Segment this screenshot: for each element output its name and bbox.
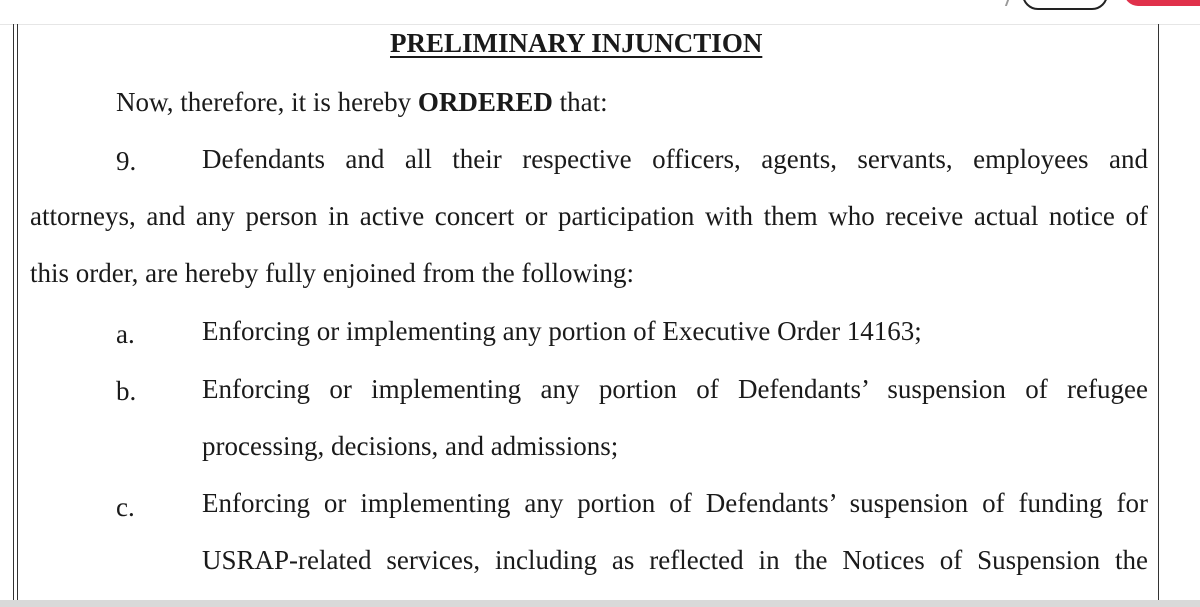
paragraph-line: this order, are hereby fully enjoined from the following: xyxy=(30,258,634,288)
intro-text-end: that: xyxy=(552,87,608,117)
paragraph-number: 9. xyxy=(116,146,137,176)
list-item-line: Enforcing or implementing any portion of Defendants’ suspension of refugee xyxy=(202,374,1148,404)
left-margin-rule-inner xyxy=(17,24,18,607)
section-heading: PRELIMINARY INJUNCTION xyxy=(390,28,763,58)
right-margin-rule xyxy=(1158,24,1159,607)
app-toolbar-strip xyxy=(0,0,1200,25)
toolbar-button[interactable] xyxy=(1022,0,1108,10)
list-marker: b. xyxy=(116,376,137,406)
intro-sentence xyxy=(116,89,608,116)
list-marker: a. xyxy=(116,319,135,349)
list-item-line: Enforcing or implementing any portion of Executive Order 14163; xyxy=(202,316,922,346)
toolbar-separator-icon xyxy=(999,0,1009,6)
list-item-line: Enforcing or implementing any portion of Defendants’ suspension of funding for xyxy=(202,488,1148,518)
intro-bold: ORDERED xyxy=(417,87,553,117)
list-marker: c. xyxy=(116,492,135,522)
toolbar-primary-button[interactable] xyxy=(1124,0,1200,6)
paragraph-line: attorneys, and any person in active concert or participation with them who receive actual notice of xyxy=(30,201,1148,231)
list-item-line: USRAP-related services, including as reflected in the Notices of Suspension the xyxy=(202,545,1148,575)
horizontal-scrollbar[interactable] xyxy=(0,600,1200,607)
paragraph-line: Defendants and all their respective officers, agents, servants, employees and xyxy=(202,144,1148,174)
list-item-line: processing, decisions, and admissions; xyxy=(202,431,619,461)
intro-text: Now, therefore, it is hereby xyxy=(116,87,418,117)
left-margin-rule xyxy=(13,24,14,607)
